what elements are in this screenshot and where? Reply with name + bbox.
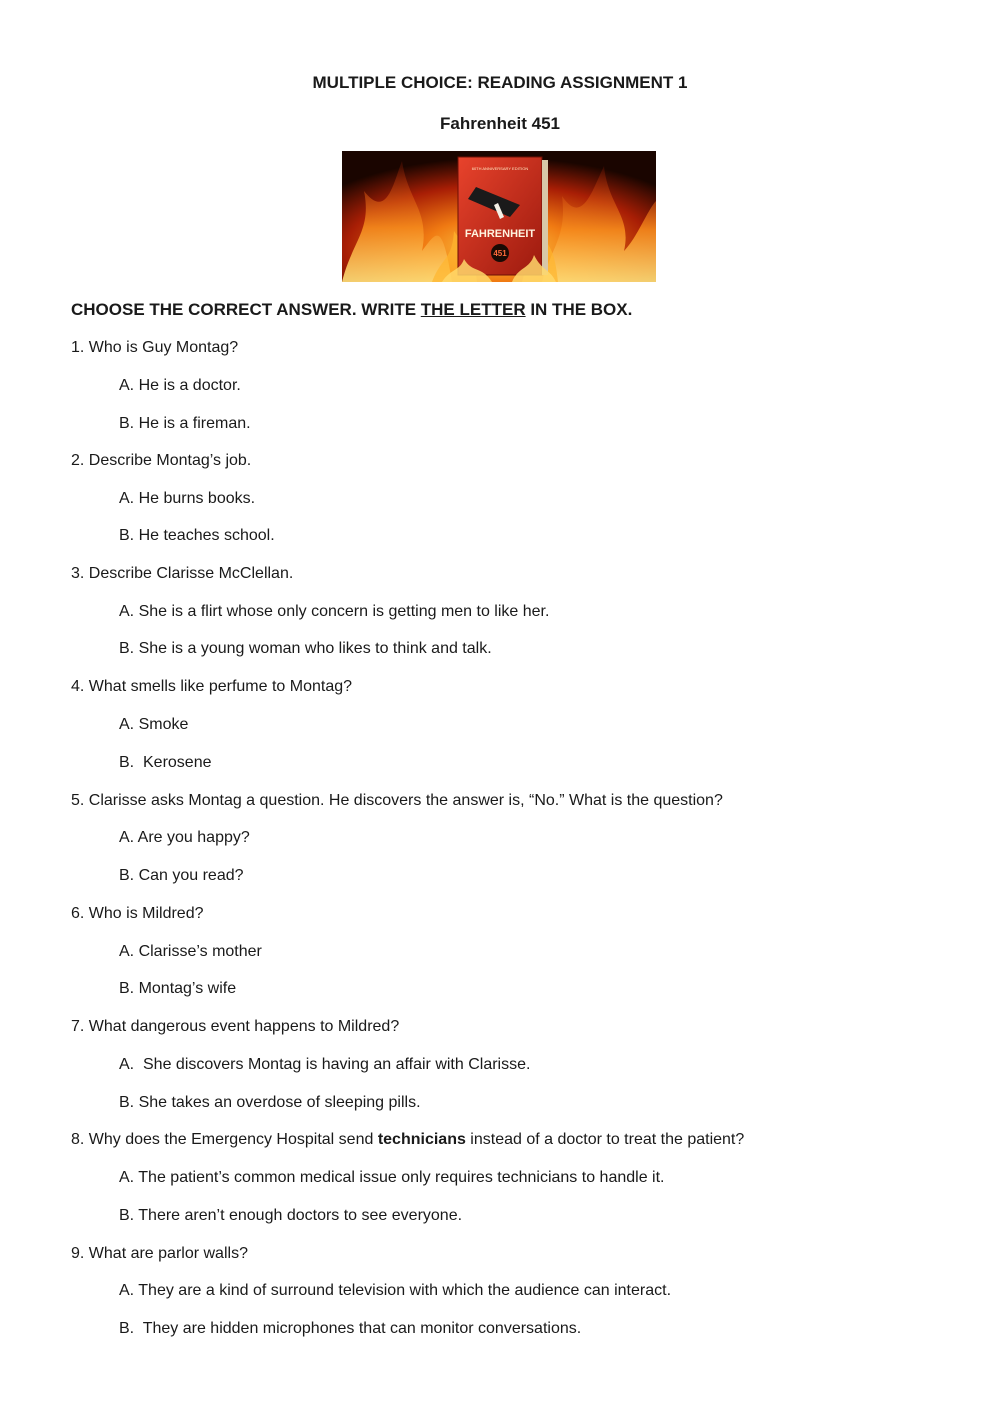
instructions-underlined: THE LETTER xyxy=(420,300,526,319)
instructions-text: CHOOSE THE CORRECT ANSWER. WRITE xyxy=(71,300,421,319)
question-2-option-b: B. He teaches school. xyxy=(119,527,275,544)
question-7-option-a: A. She discovers Montag is having an affair with Clarisse. xyxy=(119,1056,531,1073)
question-6-option-a: A. Clarisse’s mother xyxy=(119,943,262,960)
question-7: 7. What dangerous event happens to Mildred? xyxy=(71,1018,400,1035)
question-5-option-b: B. Can you read? xyxy=(119,867,244,884)
question-4: 4. What smells like perfume to Montag? xyxy=(71,678,353,695)
question-2: 2. Describe Montag’s job. xyxy=(71,452,252,469)
page-title: MULTIPLE CHOICE: READING ASSIGNMENT 1 xyxy=(312,73,688,92)
question-5: 5. Clarisse asks Montag a question. He discovers the answer is, “No.” What is the question? xyxy=(71,792,723,809)
question-3-option-a: A. She is a flirt whose only concern is getting men to like her. xyxy=(119,603,550,620)
page-subtitle: Fahrenheit 451 xyxy=(440,114,560,133)
question-3-option-b: B. She is a young woman who likes to think and talk. xyxy=(119,640,492,657)
question-6: 6. Who is Mildred? xyxy=(71,905,204,922)
question-6-option-b: B. Montag’s wife xyxy=(119,980,237,997)
question-8-option-a: A. The patient’s common medical issue only requires technicians to handle it. xyxy=(119,1169,665,1186)
question-9-option-a: A. They are a kind of surround television with which the audience can interact. xyxy=(119,1282,672,1299)
question-2-option-a: A. He burns books. xyxy=(119,490,256,507)
question-1-option-b: B. He is a fireman. xyxy=(119,415,251,432)
question-1: 1. Who is Guy Montag? xyxy=(71,339,239,356)
question-5-option-a: A. Are you happy? xyxy=(119,829,250,846)
cover-number-text: 451 xyxy=(493,249,507,258)
question-8-text-end: instead of a doctor to treat the patient? xyxy=(465,1131,745,1148)
question-8-bold-term: technicians xyxy=(377,1131,466,1148)
question-4-option-b: B. Kerosene xyxy=(119,754,212,771)
question-8-option-b: B. There aren’t enough doctors to see everyone. xyxy=(119,1207,463,1224)
question-7-option-b: B. She takes an overdose of sleeping pills. xyxy=(119,1094,421,1111)
cover-edition-text: 60TH ANNIVERSARY EDITION xyxy=(471,166,529,171)
question-4-option-a: A. Smoke xyxy=(119,716,189,733)
question-3: 3. Describe Clarisse McClellan. xyxy=(71,565,294,582)
question-8 xyxy=(71,1131,744,1149)
instructions xyxy=(71,300,632,320)
question-1-option-a: A. He is a doctor. xyxy=(119,377,241,394)
question-8-text: 8. Why does the Emergency Hospital send xyxy=(71,1131,378,1148)
instructions-text-end: IN THE BOX. xyxy=(525,300,633,319)
fire-book-illustration xyxy=(342,151,656,282)
question-9: 9. What are parlor walls? xyxy=(71,1245,248,1262)
book-cover-image xyxy=(342,151,656,282)
question-9-option-b: B. They are hidden microphones that can monitor conversations. xyxy=(119,1320,582,1337)
cover-title-text: FAHRENHEIT xyxy=(464,228,536,240)
